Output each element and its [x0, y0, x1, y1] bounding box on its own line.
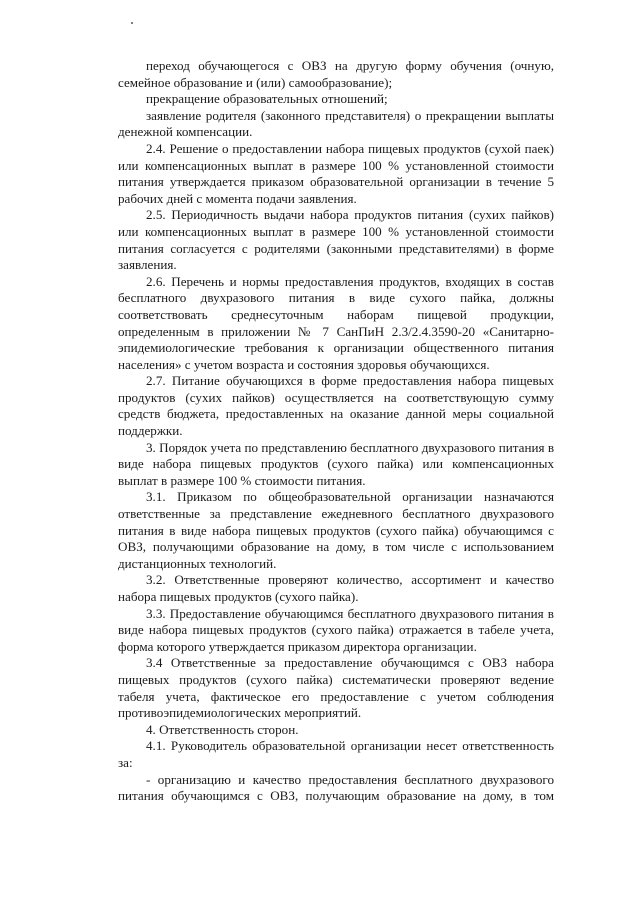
- scan-speck: [131, 22, 133, 24]
- paragraph: 3.2. Ответственные проверяют количество, ассортимент и качество набора пищевых продуктов (сухого пайка).: [118, 572, 554, 604]
- paragraph: 2.7. Питание обучающихся в форме предоставления набора пищевых продуктов (сухих пайков) осуществляется на соответствующую сумму средств бюджета, предоставленных на оказание данной меры социальной поддержки.: [118, 373, 554, 439]
- paragraph: 3.4 Ответственные за предоставление обучающимся с ОВЗ набора пищевых продуктов (сухого пайка) систематически проверяют ведение табеля учета, фактическое его предоставление с учетом соблюдения противоэпидемиологических мероприятий.: [118, 655, 554, 721]
- paragraph: 4.1. Руководитель образовательной организации несет ответственность за:: [118, 738, 554, 770]
- paragraph: 2.5. Периодичность выдачи набора продуктов питания (сухих пайков) или компенсационных выплат в размере 100 % установленной стоимости питания согласуется с родителями (законными представителями) в форме заявления.: [118, 207, 554, 273]
- paragraph: заявление родителя (законного представителя) о прекращении выплаты денежной компенсации.: [118, 107, 554, 140]
- paragraph: 2.6. Перечень и нормы предоставления продуктов, входящих в состав бесплатного двухразового питания в виде сухого пайка, должны соответствовать среднесуточным наборам пищевой продукции, определенным в приложении № 7 СанПиН 2.3/2.4.3590-20 «Санитарно-эпидемиологические требования к организации общественного питания населения» с учетом возраста и состояния здоровья обучающихся.: [118, 273, 554, 372]
- paragraph: переход обучающегося с ОВЗ на другую форму обучения (очную, семейное образование и (или) самообразование);: [118, 58, 554, 90]
- paragraph: - организацию и качество предоставления бесплатного двухразового питания обучающимся с ОВЗ, получающим образование на дому, в том: [118, 771, 554, 804]
- section-heading: 4. Ответственность сторон.: [146, 721, 299, 737]
- paragraph: 3.1. Приказом по общеобразовательной организации назначаются ответственные за представление ежедневного бесплатного двухразового питания в виде набора пищевых продуктов (сухого пайка) обучающимся с ОВЗ, получающими образование на дому, в том числе с использованием дистанционных технологий.: [118, 489, 554, 571]
- paragraph: прекращение образовательных отношений;: [146, 91, 388, 107]
- paragraph: 2.4. Решение о предоставлении набора пищевых продуктов (сухой паек) или компенсационных выплат в размере 100 % установленной стоимости питания утверждается приказом образовательной организации в течение 5 рабочих дней с момента подачи заявления.: [118, 140, 554, 206]
- paragraph: 3. Порядок учета по представлению бесплатного двухразового питания в виде набора пищевых продуктов (сухого пайка) или компенсационных выплат в размере 100 % стоимости питания.: [118, 439, 554, 488]
- paragraph: 3.3. Предоставление обучающимся бесплатного двухразового питания в виде набора пищевых продуктов (сухого пайка) отражается в табеле учета, форма которого утверждается приказом директора организации.: [118, 605, 554, 654]
- document-body: [118, 58, 554, 805]
